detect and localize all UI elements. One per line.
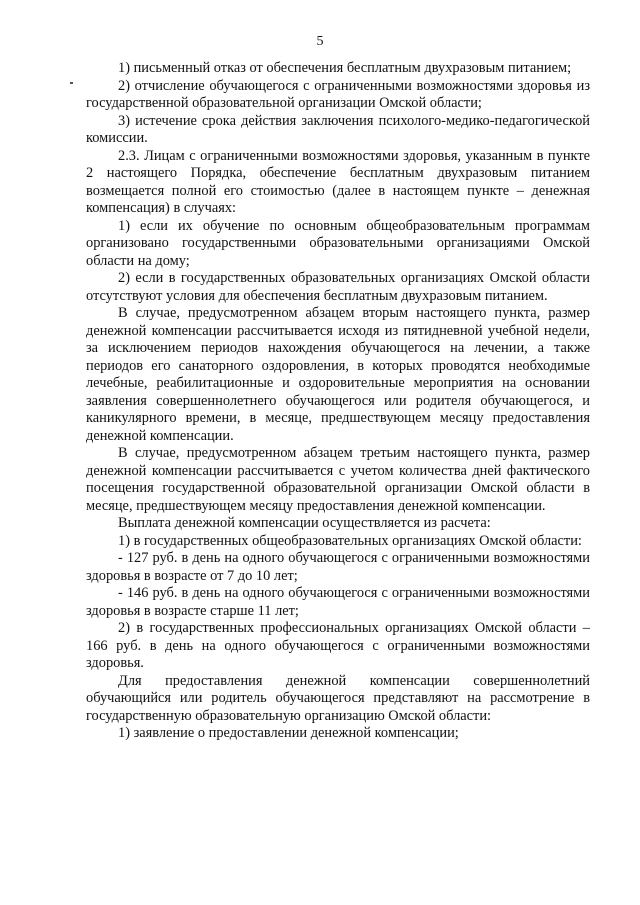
paragraph-rate-146: - 146 руб. в день на одного обучающегося с ограниченными возможностями здоровья в возрасте старше 11 лет; xyxy=(86,585,590,619)
paragraph-submission: Для предоставления денежной компенсации совершеннолетний обучающийся или родитель обучающегося представляют на рассмотрение в государственную образовательную организацию Омской области: xyxy=(86,672,590,724)
paragraph-home-schooling: 1) если их обучение по основным общеобразовательным программам организовано государственными образовательными организациями Омской области на дому; xyxy=(86,217,590,269)
paragraph-2-3: 2.3. Лицам с ограниченными возможностями здоровья, указанным в пункте 2 настоящего Порядка, обеспечение бесплатным двухразовым питанием возмещается полной его стоимостью (далее в настоящем пункте – денежная компенсация) в случаях: xyxy=(86,147,590,216)
paragraph-case-third: В случае, предусмотренном абзацем третьим настоящего пункта, размер денежной компенсации рассчитывается с учетом количества дней фактического посещения государственной образовательной организации Омской области в месяце, предшествующем месяцу предоставления денежной компенсации. xyxy=(86,445,590,514)
margin-mark xyxy=(70,82,73,84)
paragraph-expulsion: 2) отчисление обучающегося с ограниченными возможностями здоровья из государственной образовательной организации Омской области; xyxy=(86,77,590,111)
paragraph-expiry: 3) истечение срока действия заключения психолого-медико-педагогической комиссии. xyxy=(86,112,590,146)
paragraph-professional-166: 2) в государственных профессиональных организациях Омской области – 166 руб. в день на одного обучающегося с ограниченными возможностями здоровья. xyxy=(86,620,590,671)
paragraph-refusal: 1) письменный отказ от обеспечения бесплатным двухразовым питанием; xyxy=(118,60,572,76)
paragraph-rate-127: - 127 руб. в день на одного обучающегося с ограниченными возможностями здоровья в возрасте от 7 до 10 лет; xyxy=(86,550,590,584)
page-number: 5 xyxy=(316,34,324,49)
paragraph-case-second: В случае, предусмотренном абзацем вторым настоящего пункта, размер денежной компенсации рассчитывается исходя из пятидневной учебной недели, за исключением периодов нахождения обучающегося на лечении, а также периодов его санаторного оздоровления, в которых проводятся необходимые лечебные, реабилитационные и оздоровительные мероприятия на основании заявления совершеннолетнего обучающегося или родителя обучающегося, и каникулярного времени, в месяце, предшествующем месяцу предоставления денежной компенсации. xyxy=(86,305,590,444)
paragraph-no-conditions: 2) если в государственных образовательных организациях Омской области отсутствуют условия для обеспечения бесплатным двухразовым питанием. xyxy=(86,270,590,304)
paragraph-general-schools: 1) в государственных общеобразовательных организациях Омской области: xyxy=(118,532,582,549)
paragraph-payment-calc: Выплата денежной компенсации осуществляется из расчета: xyxy=(118,515,491,531)
document-body xyxy=(86,60,590,743)
paragraph-application: 1) заявление о предоставлении денежной компенсации; xyxy=(118,725,459,741)
